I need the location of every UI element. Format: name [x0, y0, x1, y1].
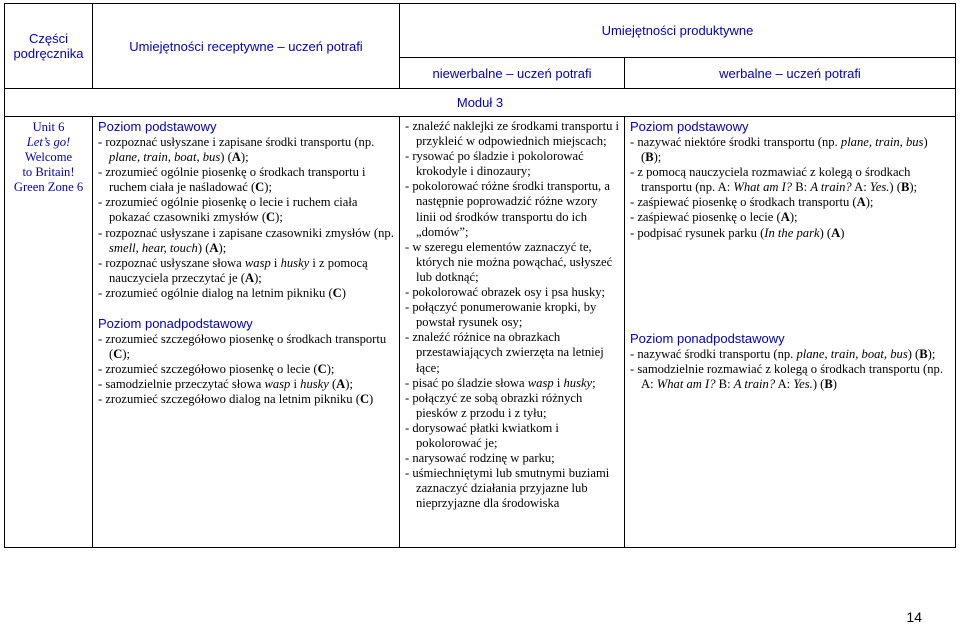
- list-item: - z pomocą nauczyciela rozmawiać z kolegą o środkach transportu (np. A: What am I? B: A train? A: Yes.) (B);: [630, 165, 918, 195]
- list-item: - zaśpiewać piosenkę o środkach transportu (A);: [630, 195, 874, 210]
- unit-welcome-2: to Britain!: [22, 165, 75, 180]
- receptive-advanced-list: [98, 332, 395, 407]
- list-item: - pisać po śladzie słowa wasp i husky;: [405, 375, 596, 390]
- list-item: - zrozumieć szczegółowo dialog na letnim pikniku (C): [98, 392, 374, 407]
- unit-title: Let’s go!: [26, 135, 71, 150]
- unit-cell: [5, 117, 93, 548]
- list-item: - zrozumieć szczegółowo piosenkę o środkach transportu (C);: [98, 332, 387, 362]
- list-item: - zaśpiewać piosenkę o lecie (A);: [630, 210, 798, 225]
- list-item: - rozpoznać usłyszane słowa wasp i husky i z pomocą nauczyciela przeczytać je (A);: [98, 255, 368, 285]
- list-item: - samodzielnie rozmawiać z kolegą o środkach transportu (np. A: What am I? B: A train? A: Yes.) (B): [630, 361, 943, 391]
- list-item: - narysować rodzinę w parku;: [405, 451, 555, 466]
- list-item: - pokolorować obrazek osy i psa husky;: [405, 285, 606, 300]
- list-item: - w szeregu elementów zaznaczyć te, których nie można powąchać, usłyszeć lub dotknąć;: [405, 239, 613, 284]
- header-verbal: werbalne – uczeń potrafi: [625, 58, 956, 89]
- list-item: - zrozumieć ogólnie dialog na letnim pikniku (C): [98, 285, 346, 300]
- list-item: - rozpoznać usłyszane i zapisane środki transportu (np. plane, train, boat, bus) (A);: [98, 135, 375, 165]
- list-item: - zrozumieć szczegółowo piosenkę o lecie (C);: [98, 362, 335, 377]
- unit-green-zone: Green Zone 6: [13, 180, 84, 195]
- verbal-cell: [625, 117, 956, 548]
- module-row: Moduł 3: [5, 89, 956, 117]
- verbal-basic-title: Poziom podstawowy: [630, 119, 749, 134]
- receptive-cell: [93, 117, 400, 548]
- list-item: - zrozumieć ogólnie piosenkę o lecie i ruchem ciała pokazać czasowniki zmysłów (C);: [98, 195, 358, 225]
- list-item: - znaleźć naklejki ze środkami transportu i przykleić w odpowiednich miejscach;: [405, 119, 620, 149]
- verbal-basic-list: [630, 135, 951, 241]
- curriculum-table: [4, 3, 956, 548]
- receptive-basic-title: Poziom podstawowy: [98, 119, 217, 134]
- list-item: - nazywać niektóre środki transportu (np. plane, train, bus) (B);: [630, 135, 928, 165]
- page-number: 14: [906, 609, 922, 625]
- receptive-advanced-title: Poziom ponadpodstawowy: [98, 316, 253, 332]
- list-item: - połączyć ze sobą obrazki różnych piesków z przodu i z tyłu;: [405, 390, 583, 420]
- list-item: - zrozumieć ogólnie piosenkę o środkach transportu i ruchem ciała je naśladować (C);: [98, 165, 366, 195]
- list-item: - znaleźć różnice na obrazkach przestawiających zwierzęta na letniej łące;: [405, 330, 604, 375]
- list-item: - samodzielnie przeczytać słowa wasp i husky (A);: [98, 377, 353, 392]
- verbal-advanced-list: [630, 347, 951, 392]
- header-parts: Części podręcznika: [5, 4, 93, 89]
- verbal-advanced-title: Poziom ponadpodstawowy: [630, 330, 785, 346]
- list-item: - pokolorować różne środki transportu, a następnie poprowadzić różne wzory linii od środków transportu do ich „domów”;: [405, 179, 610, 239]
- nonverbal-list: [405, 119, 620, 511]
- list-item: - dorysować płatki kwiatkom i pokolorować je;: [405, 420, 559, 450]
- unit-number: Unit 6: [32, 120, 65, 134]
- list-item: - rysować po śladzie i pokolorować krokodyle i dinozaury;: [405, 149, 584, 179]
- list-item: - podpisać rysunek parku (In the park) (A): [630, 225, 845, 240]
- unit-welcome: Welcome: [24, 150, 73, 165]
- list-item: - uśmiechniętymi lub smutnymi buziami zaznaczyć działania przyjazne lub nieprzyjazne dla środowiska: [405, 466, 610, 511]
- header-nonverbal: niewerbalne – uczeń potrafi: [400, 58, 625, 89]
- list-item: - połączyć ponumerowanie kropki, by powstał rysunek osy;: [405, 300, 597, 330]
- receptive-basic-list: [98, 135, 395, 301]
- header-receptive: Umiejętności receptywne – uczeń potrafi: [93, 4, 400, 89]
- header-productive: Umiejętności produktywne: [400, 4, 956, 58]
- nonverbal-cell: [400, 117, 625, 548]
- list-item: - nazywać środki transportu (np. plane, train, boat, bus) (B);: [630, 346, 936, 361]
- list-item: - rozpoznać usłyszane i zapisane czasowniki zmysłów (np. smell, hear, touch) (A);: [98, 225, 394, 255]
